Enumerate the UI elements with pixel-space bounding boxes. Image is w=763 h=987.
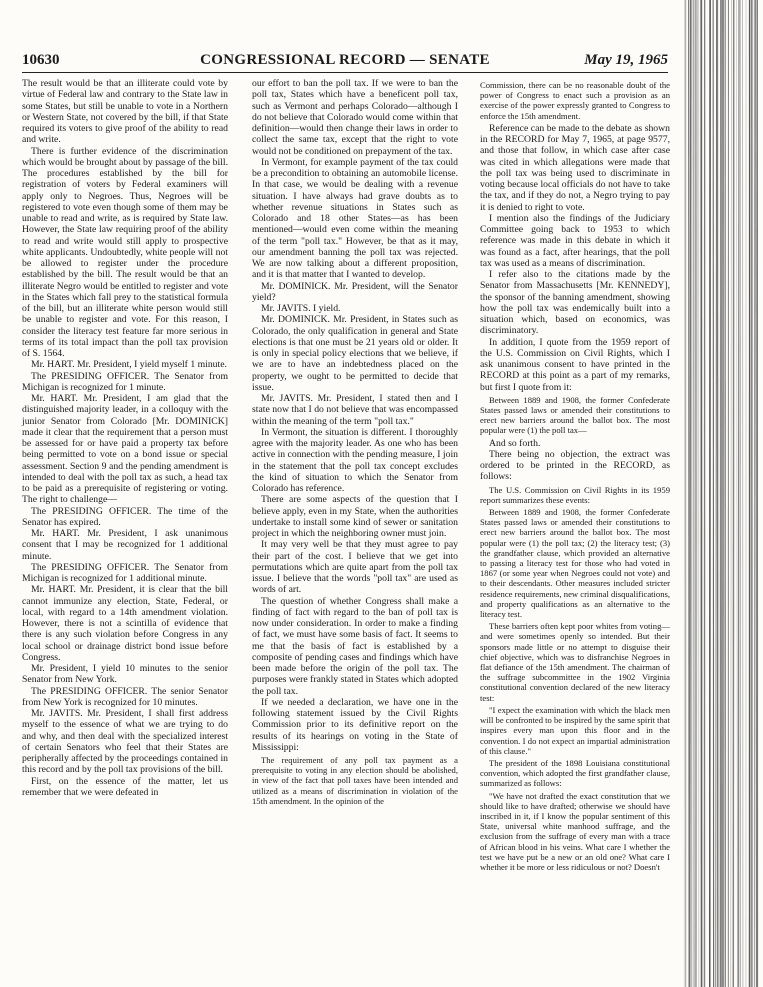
paragraph: Mr. JAVITS. Mr. President, I shall first address myself to the essence of what we are trying to do and why, and then deal with the specialized interest of certain Senators who feel that their States are peripherally affected by the proceedings contained in this record and by the poll tax provisions of the bill.: [22, 708, 228, 776]
paragraph: "I expect the examination with which the black men will be confronted to be inspired by the same spirit that inspires every man upon this floor and in the convention. I do not expect an impartial administration of this clause.": [480, 704, 670, 756]
paragraph: The PRESIDING OFFICER. The senior Senator from New York is recognized for 10 minutes.: [22, 685, 228, 708]
paragraph: The PRESIDING OFFICER. The Senator from Michigan is recognized for 1 minute.: [22, 370, 228, 393]
paragraph: Reference can be made to the debate as shown in the RECORD for May 7, 1965, at page 9577, and those that follow, in which case after case was cited in which allegations were made that the poll tax was being used to discriminate in voting because local officials do not have to take the tax, and if they do not, a Negro trying to pay it is denied to right to vote.: [480, 122, 670, 213]
paragraph: It may very well be that they must agree to pay their part of the cost. I believe that we get into permutations which are quite apart from the poll tax issue. I believe that the words "poll tax" are used as words of art.: [252, 539, 458, 596]
paragraph: Mr. HART. Mr. President, I am glad that the distinguished majority leader, in a colloquy with the junior Senator from Colorado [Mr. DOMINICK] made it clear that the requirement that a person must be assessed for or have paid a property tax before being permitted to vote on a bond issue or special assessment. Section 9 and the pending amendment is intended to deal with the poll tax as such, a head tax to be paid as a prerequisite of registering or voting. The right to challenge—: [22, 393, 228, 506]
scan-streak: [756, 0, 757, 987]
paragraph: The PRESIDING OFFICER. The Senator from Michigan is recognized for 1 additional minute.: [22, 561, 228, 584]
page-number: 10630: [22, 52, 60, 68]
paragraph: In Vermont, for example payment of the tax could be a precondition to obtaining an automobile license. In that case, we would be dealing with a revenue situation. I have always had grave doubts as to whether revenue situations in States such as Colorado and 18 other States—as has been mentioned—would even come within the meaning of the term "poll tax." However, be that as it may, our amendment banning the poll tax was rejected. We are now talking about a different proposition, and it is that matter that I wanted to develop.: [252, 156, 458, 281]
paragraph: There being no objection, the extract was ordered to be printed in the RECORD, as follows:: [480, 448, 670, 483]
page-header: [22, 52, 668, 74]
paragraph: Mr. JAVITS. Mr. President, I stated then and I state now that I do not believe that was encompassed within the meaning of the term "poll tax.": [252, 393, 458, 427]
header-rule: [22, 72, 668, 73]
paragraph: These barriers often kept poor whites from voting—and were sometimes openly so intended. But their sponsors made little or no attempt to disguise their chief objective, which was to disfranchise Negroes in flat defiance of the 15th amendment. The chairman of the suffrage subcommittee in the 1902 Virginia constitutional convention declared of the new literacy test:: [480, 621, 670, 703]
paragraph: Mr. HART. Mr. President, I yield myself 1 minute.: [31, 359, 227, 371]
paragraph: In Vermont, the situation is different. I thoroughly agree with the majority leader. As one who has been active in connection with the pending measure, I join in the statement that the poll tax concept excludes the kind of situation to which the Senator from Colorado has reference.: [252, 426, 458, 494]
paragraph: Mr. President, I yield 10 minutes to the senior Senator from New York.: [22, 663, 228, 686]
issue-date: May 19, 1965: [584, 52, 668, 68]
paragraph: Between 1889 and 1908, the former Confederate States passed laws or amended their constitutions to erect new barriers around the ballot box. The most popular were (1) the poll tax—: [480, 394, 670, 436]
paragraph: Mr. HART. Mr. President, I ask unanimous consent that I may be recognized for 1 additional minute.: [22, 528, 228, 562]
scan-binding-edge: [676, 0, 763, 987]
paragraph: Mr. DOMINICK. Mr. President, will the Senator yield?: [252, 280, 458, 303]
paragraph: Mr. HART. Mr. President, it is clear that the bill cannot immunize any election, State, Federal, or local, with regard to a 14th amendment violation. However, there is not a scintilla of evidence that there is any such violation before Congress in any local school or drainage district bond issue before Congress.: [22, 584, 228, 663]
paragraph: I mention also the findings of the Judiciary Committee going back to 1953 to which reference was made in this debate in which it was found as a fact, after hearings, that the poll tax was used as a means of discrimination.: [480, 212, 670, 269]
paragraph: In addition, I quote from the 1959 report of the U.S. Commission on Civil Rights, which I ask unanimous consent to have printed in the RECORD at this point as a part of my remarks, but first I quote from it:: [480, 336, 670, 393]
paragraph: And so forth.: [489, 437, 541, 449]
paragraph: The question of whether Congress shall make a finding of fact with regard to the ban of poll tax is now under consideration. In order to make a finding of fact, we must have some basis of fact. It seems to me that the basis of fact is established by a composite of pending cases and findings which have been made before the origin of the poll tax. The purposes were frankly stated in States which adopted the poll tax.: [252, 595, 458, 697]
paragraph: "We have not drafted the exact constitution that we should like to have drafted; otherwise we should have inscribed in it, if I know the popular sentiment of this State, universal white manhood suffrage, and the exclusion from the suffrage of every man with a trace of African blood in his veins. What care I whether the test we have put be a new or an old one? What care I whether it be more or less ridiculous or not? Doesn't: [480, 790, 670, 872]
scan-streak: [690, 0, 691, 987]
paragraph: There are some aspects of the question that I believe apply, even in my State, when the authorities undertake to install some kind of sewer or sanitation project in which the neighboring owner must join.: [252, 494, 458, 539]
paragraph: There is further evidence of the discrimination which would be brought about by passage of the bill. The procedures established by the bill for registration of voters by Federal examiners will apply only to Negroes. Thus, Negroes will be registered to vote even though some of them may be unable to read and write, as is required by State law. However, the State law requiring proof of the ability to read and write would still apply to prospective white applicants. Undoubtedly, white people will not be allowed to register under the procedure established by the bill. The result would be that an illiterate Negro would be entitled to register and vote in the States which fall prey to the statistical formula of the bill, but an illiterate white person would still be unable to register and vote. For this reason, I consider the literacy test feature far more serious in terms of its total impact than the poll tax provision of S. 1564.: [22, 145, 228, 359]
paragraph: I refer also to the citations made by the Senator from Massachusetts [Mr. KENNEDY], the sponsor of the banning amendment, showing how the poll tax was endemically built into a situation which, based on economics, was discriminatory.: [480, 269, 670, 337]
paragraph: The U.S. Commission on Civil Rights in its 1959 report summarizes these events:: [480, 484, 670, 505]
text-column-2: [252, 78, 458, 808]
paragraph: If we needed a declaration, we have one in the following statement issued by the Civil Rights Commission prior to its definitive report on the results of its hearings on voting in the State of Mississippi:: [252, 696, 458, 753]
paragraph: our effort to ban the poll tax. If we were to ban the poll tax, States which have a beneficent poll tax, such as Vermont and perhaps Colorado—although I do not believe that Colorado would come within that definition—would then change their laws in order to collect the same tax, except that the right to vote would not be conditioned on prepayment of the tax.: [252, 78, 458, 157]
text-column-3: [480, 78, 670, 874]
paragraph: Mr. JAVITS. I yield.: [261, 303, 341, 314]
paragraph: The result would be that an illiterate could vote by virtue of Federal law and contrary to the State law in some States, but still be unable to vote in a Northern or Western State, not covered by the bill, if that State required its voters to give proof of the ability to read and write.: [22, 78, 228, 146]
paragraph: The requirement of any poll tax payment as a prerequisite to voting in any election should be abolished, in view of the fact that poll taxes have been intended and utilized as a means of discrimination in violation of the 15th amendment. In the opinion of the: [252, 755, 458, 806]
paragraph: The PRESIDING OFFICER. The time of the Senator has expired.: [22, 505, 228, 528]
paragraph: Mr. DOMINICK. Mr. President, in States such as Colorado, the only qualification in general and State elections is that one must be 21 years old or older. It is only in special policy elections that we believe, if we are to have an indebtedness placed on the property, we ought to be permitted to decide that issue.: [252, 314, 458, 393]
paragraph: First, on the essence of the matter, let us remember that we were defeated in: [22, 775, 228, 798]
paragraph: Commission, there can be no reasonable doubt of the power of Congress to enact such a provision as an exercise of the power expressly granted to Congress to enforce the 15th amendment.: [480, 80, 670, 121]
paragraph: The president of the 1898 Louisiana constitutional convention, which adopted the first grandfather clause, summarized as follows:: [480, 757, 670, 789]
text-column-1: [22, 78, 228, 798]
paragraph: Between 1889 and 1908, the former Confederate States passed laws or amended their constitutions to erect new barriers around the ballot box. The most popular were (1) the poll tax; (2) the literacy test; (3) the grandfather clause, which provided an alternative to passing a literacy test for those who had voted in 1867 (or some year when Negroes could not vote) and to their descendants. Other measures included stricter residence requirements, new criminal disqualifications, and property qualifications as an alternative to the literacy test.: [480, 507, 670, 620]
publication-title: CONGRESSIONAL RECORD — SENATE: [200, 52, 490, 68]
